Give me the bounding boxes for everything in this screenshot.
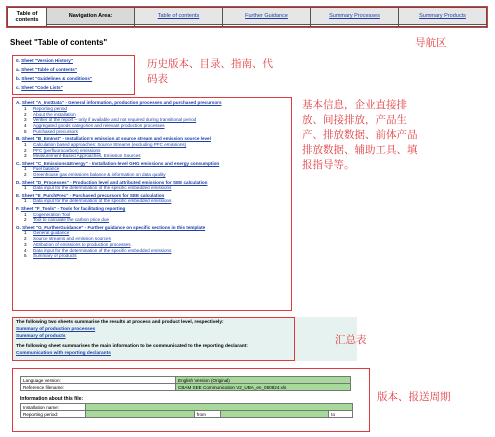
section-heading[interactable]: E. Sheet "E_PurchPrec" - Purchased precursors for SEE calculation — [16, 192, 165, 198]
annotation-basic: 基本信息，企业直接排放、间接排放，产品生产、排放数据、前体产品排放数据、辅助工具、填报指导等。 — [302, 99, 418, 171]
nav-empty-cell — [399, 24, 487, 26]
list-item[interactable]: 5 Summary of products — [24, 253, 77, 259]
info-title: Information about this file: — [20, 396, 84, 402]
list-item[interactable]: 1 Data input for the determination of the specific embedded emissions — [24, 198, 172, 204]
list-item[interactable]: c. Sheet "Code Lists" — [16, 85, 63, 90]
section-heading[interactable]: D. Sheet "D_Processes" - Production level and attributed emissions for SEE calculation — [16, 179, 208, 185]
list-item[interactable]: 1 Cogeneration Tool — [24, 211, 71, 217]
period-start-input[interactable] — [86, 411, 195, 418]
filename-label: Reference filename: — [21, 384, 176, 391]
period-end-input[interactable] — [220, 411, 329, 418]
nav-link-guidance[interactable]: Further Guidance — [223, 8, 311, 25]
installation-label: Installation name: — [21, 404, 86, 411]
summary-link-products[interactable]: Summary of products — [16, 334, 66, 339]
summary-intro-2: The following sheet summarises the main information to be communicated to the reporting declarant: — [16, 344, 248, 349]
list-item[interactable]: 0. Sheet "Version History" — [16, 58, 73, 63]
list-item[interactable]: 2 Tool to calculate the carbon price due — [24, 217, 110, 223]
section-heading[interactable]: B. Sheet "B_EmInst" - Installation's emission at source stream and emission source level — [16, 136, 211, 142]
list-item[interactable]: 3 Attribution of emissions to production processes — [24, 241, 131, 247]
nav-empty-cell — [47, 24, 135, 26]
list-item[interactable]: 2 Greenhouse gas emissions balance & information on data quality — [24, 172, 166, 178]
annotation-summary: 汇总表 — [335, 334, 367, 346]
filename-value[interactable]: CBAM SEE Communication V2_UBA_en_050824.xls — [176, 384, 351, 391]
list-item[interactable]: 4 Data input for the determination of the specific embedded emissions — [24, 247, 172, 253]
list-item[interactable]: 5 Purchased precursors — [24, 128, 78, 134]
nav-link-toc[interactable]: Table of contents — [135, 8, 223, 25]
list-item[interactable]: 1 General guidance — [24, 230, 70, 236]
annotation-nav: 导航区 — [415, 37, 447, 49]
nav-empty-cell — [223, 24, 311, 26]
list-item[interactable]: 2 About the installation — [24, 111, 76, 117]
installation-input[interactable] — [86, 404, 353, 411]
list-item[interactable]: 2 PFC (perfluorocarbon) emissions — [24, 147, 101, 153]
to-label: to — [329, 411, 353, 418]
language-value[interactable]: English Version (Original) — [176, 377, 351, 384]
from-label: from — [194, 411, 220, 418]
annotation-history: 历史版本、目录、指南、代码表 — [147, 58, 273, 85]
nav-empty-cell — [135, 24, 223, 26]
list-item[interactable]: 1 Reporting period — [24, 105, 67, 111]
list-item[interactable]: 1 Calculation based approaches: Source Streams (excluding PFC emissions) — [24, 141, 187, 147]
section-heading[interactable]: A. Sheet "A_InstData" - General information, production processes and purchased precursors — [16, 100, 222, 105]
list-item[interactable]: 4 Aggregated goods categories and relevant production processes — [24, 123, 165, 128]
section-heading[interactable]: C. Sheet "C_Emissions&Energy" - Installation-level GHG emissions and energy consumption — [16, 160, 220, 166]
navigation-bar — [6, 6, 488, 28]
language-label: Language version: — [21, 377, 176, 384]
annotation-version: 版本、报送周期 — [377, 391, 451, 403]
summary-intro-1: The following two sheets summarise the results at process and product level, respectively: — [16, 320, 224, 325]
nav-link-summary-processes[interactable]: Summary Processes — [311, 8, 399, 25]
summary-link-processes[interactable]: Summary of production processes — [16, 327, 96, 332]
list-item[interactable]: a. Sheet "Table of contents" — [16, 67, 77, 72]
period-label: Reporting period: — [21, 411, 86, 418]
page-title: Sheet "Table of contents" — [10, 38, 108, 47]
summary-link-communication[interactable]: Communication with reporting declarants — [16, 351, 111, 356]
list-item[interactable]: 1 Fuel balance — [24, 166, 60, 172]
list-item[interactable]: 3 Verifier of the report – only if available and not required during transitional period — [24, 117, 197, 123]
list-item[interactable]: b. Sheet "Guidelines & conditions" — [16, 76, 93, 81]
nav-toc-title[interactable]: Table of contents — [8, 8, 47, 27]
section-heading[interactable]: F. Sheet "F_Tools" - Tools for facilitating reporting — [16, 205, 126, 211]
section-heading[interactable]: G. Sheet "G_FurtherGuidance" - Further guidance on specific sections in this template — [16, 224, 206, 230]
version-table — [20, 376, 351, 391]
nav-empty-cell — [311, 24, 399, 26]
nav-area-label: Navigation Area: — [47, 8, 135, 25]
nav-link-summary-products[interactable]: Summary Products — [399, 8, 487, 25]
list-item[interactable]: 3 Measurement-Based Approaches, Emission Sources — [24, 153, 141, 159]
list-item[interactable]: 2 Source streams and emission sources — [24, 236, 111, 242]
file-info-table — [20, 403, 353, 418]
list-item[interactable]: 1 Data input for the determination of the specific embedded emissions — [24, 185, 172, 191]
